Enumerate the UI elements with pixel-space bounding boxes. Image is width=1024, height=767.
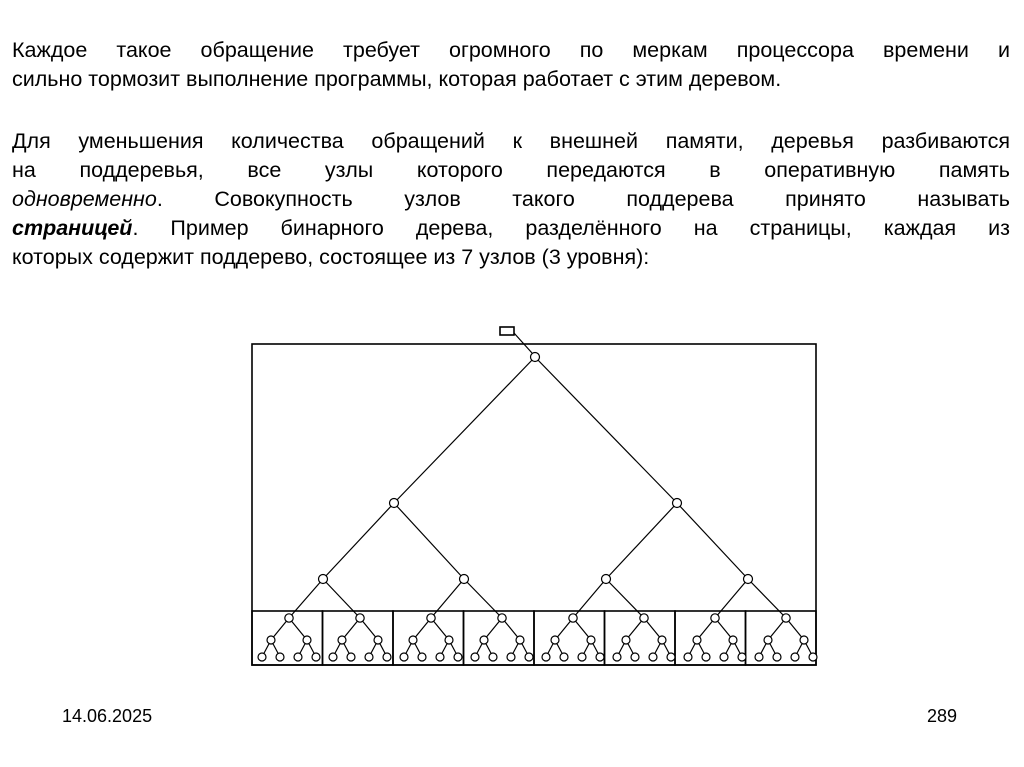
tree-node	[445, 636, 453, 644]
tree-edge	[323, 503, 394, 579]
tree-node	[693, 636, 701, 644]
root-pointer-edge	[514, 333, 532, 353]
tree-edge	[394, 503, 464, 579]
tree-node	[711, 614, 719, 622]
tree-node	[498, 614, 506, 622]
tree-node	[773, 653, 781, 661]
tree-node	[729, 636, 737, 644]
tree-node	[649, 653, 657, 661]
tree-edge	[323, 579, 360, 618]
tree-node	[258, 653, 266, 661]
tree-node	[338, 636, 346, 644]
tree-node	[809, 653, 817, 661]
tree-node	[390, 499, 399, 508]
tree-node	[383, 653, 391, 661]
tree-node	[460, 575, 469, 584]
tree-node	[673, 499, 682, 508]
root-pointer-box	[500, 327, 514, 335]
tree-node	[312, 653, 320, 661]
footer-date: 14.06.2025	[62, 706, 153, 726]
tree-node	[744, 575, 753, 584]
tree-node	[454, 653, 462, 661]
italic-term: одновременно	[12, 187, 157, 211]
tree-node	[400, 653, 408, 661]
tree-node	[613, 653, 621, 661]
tree-node	[667, 653, 675, 661]
tree-node	[551, 636, 559, 644]
tree-edge	[289, 579, 323, 618]
text-fragment: . Совокупность узлов такого поддерева принято называть	[156, 187, 1010, 211]
tree-node	[516, 636, 524, 644]
tree-node	[365, 653, 373, 661]
tree-node	[489, 653, 497, 661]
tree-node	[276, 653, 284, 661]
bold-term: страницей	[12, 216, 133, 240]
tree-node	[347, 653, 355, 661]
tree-node	[720, 653, 728, 661]
tree-node	[596, 653, 604, 661]
tree-edge	[394, 357, 535, 503]
tree-node	[764, 636, 772, 644]
tree-node	[471, 653, 479, 661]
tree-node	[738, 653, 746, 661]
text-fragment: . Пример бинарного дерева, разделённого на страницы, каждая из	[132, 216, 1010, 240]
tree-node	[684, 653, 692, 661]
tree-edge	[573, 579, 606, 618]
page-number: 289	[927, 706, 958, 726]
tree-edge	[606, 579, 644, 618]
tree-node	[560, 653, 568, 661]
tree-node	[294, 653, 302, 661]
tree-node	[702, 653, 710, 661]
tree-node	[782, 614, 790, 622]
tree-edge	[464, 579, 502, 618]
tree-node	[374, 636, 382, 644]
tree-node	[569, 614, 577, 622]
tree-node	[427, 614, 435, 622]
paragraph-line: на поддеревья, все узлы которого передаются в оперативную память	[12, 158, 1010, 182]
tree-node	[409, 636, 417, 644]
tree-node	[418, 653, 426, 661]
tree-node	[303, 636, 311, 644]
tree-node	[631, 653, 639, 661]
tree-edge	[431, 579, 464, 618]
paragraph-line: которых содержит поддерево, состоящее из 7 узлов (3 уровня):	[12, 245, 650, 269]
paragraph-line: Каждое такое обращение требует огромного по меркам процессора времени и	[12, 38, 1010, 62]
tree-edge	[715, 579, 748, 618]
tree-node	[587, 636, 595, 644]
tree-node	[525, 653, 533, 661]
paragraph-line: Для уменьшения количества обращений к внешней памяти, деревья разбиваются	[12, 129, 1010, 153]
tree-node	[800, 636, 808, 644]
tree-edge	[535, 357, 677, 503]
tree-node	[791, 653, 799, 661]
tree-node	[285, 614, 293, 622]
tree-node	[658, 636, 666, 644]
tree-node	[507, 653, 515, 661]
tree-node	[640, 614, 648, 622]
tree-node	[531, 353, 540, 362]
tree-node	[267, 636, 275, 644]
tree-node	[622, 636, 630, 644]
tree-node	[578, 653, 586, 661]
tree-node	[480, 636, 488, 644]
tree-node	[436, 653, 444, 661]
tree-edge	[677, 503, 748, 579]
tree-node	[329, 653, 337, 661]
paragraph-line: сильно тормозит выполнение программы, которая работает с этим деревом.	[12, 67, 782, 91]
tree-edge	[748, 579, 786, 618]
tree-node	[356, 614, 364, 622]
tree-node	[319, 575, 328, 584]
tree-edge	[606, 503, 677, 579]
tree-node	[755, 653, 763, 661]
tree-node	[602, 575, 611, 584]
tree-node	[542, 653, 550, 661]
